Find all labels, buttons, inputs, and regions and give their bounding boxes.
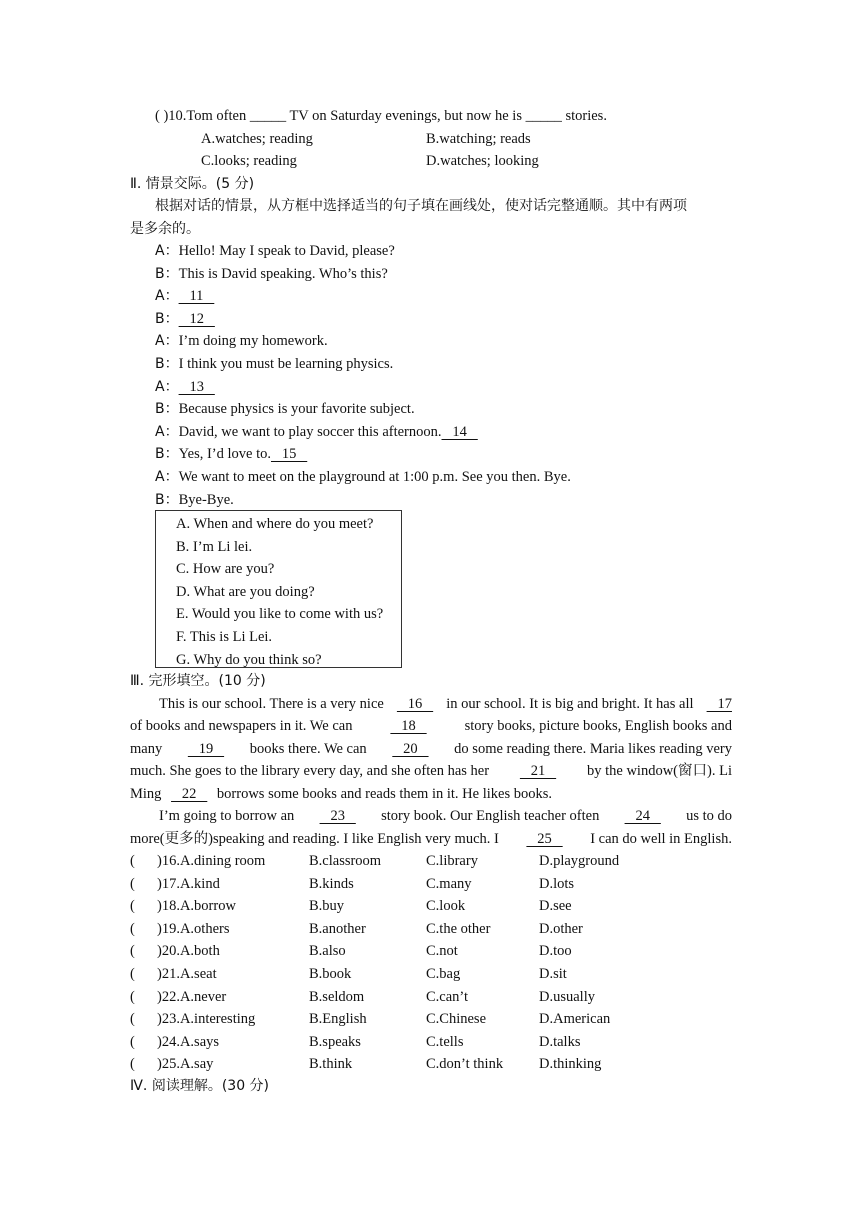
dialogue-line [155,310,215,328]
dialogue-text: Because physics is your favorite subject. [178,401,415,418]
speaker-label: B： [155,356,179,372]
speaker-label: A： [155,423,179,440]
speaker-label: A： [155,333,179,350]
choice-c: C.many [426,875,472,892]
choice-d: D.lots [539,875,575,892]
cloze-text: many [130,741,163,757]
option-item: D. What are you doing? [176,583,315,600]
cloze-text: borrows some books and reads them in it. He likes books. [216,786,552,802]
choice-b: B.English [309,1011,367,1028]
dialogue-line [155,287,214,305]
dialogue-line [155,400,415,418]
blank-17: 17 [706,696,732,712]
section-3-heading: Ⅲ. 完形填空。(10 分) [130,673,266,689]
dialogue-text: I’m doing my homework. [178,333,328,350]
choice-d: D.usually [539,988,595,1005]
cloze-text: much. She goes to the library every day, and she often has her [130,763,490,779]
option-item: G. Why do you think so? [176,651,322,668]
cloze-line-7 [130,830,732,848]
cloze-text: story book. Our English teacher often [381,808,600,824]
choice-d: D.thinking [539,1056,602,1073]
blank-24: 24 [624,808,661,824]
cloze-text: books there. We can [249,741,367,757]
cloze-line-1 [159,695,732,713]
choice-c: C.bag [426,966,461,982]
choice-c: C.Chinese [426,1011,487,1028]
dialogue-line [155,242,395,260]
option-b: B.watching; reads [426,131,531,147]
dialogue-blank: 11 [178,288,215,305]
choice-a: )20.A.both [157,943,220,960]
speaker-label: B： [155,310,179,327]
cloze-text: do some reading there. Maria likes reading very [454,741,732,757]
choice-d: D.too [539,943,572,960]
choice-d: D.playground [539,853,620,869]
choice-b: B.seldom [309,988,365,1005]
choice-b: B.book [309,966,352,982]
section-2-heading: Ⅱ. 情景交际。(5 分) [130,176,255,192]
cloze-line-4 [130,762,732,780]
cloze-text: This is our school. There is a very nice [159,696,384,712]
dialogue-text: I think you must be learning physics. [178,356,394,372]
choice-d: D.see [539,898,572,915]
answer-paren: ( [130,1011,135,1028]
choice-b: B.kinds [309,875,354,892]
blank-16: 16 [396,696,434,712]
answer-paren: ( [130,853,135,869]
choice-b: B.classroom [309,853,382,869]
speaker-label: A： [155,288,179,305]
option-item: C. How are you? [176,561,275,578]
choice-d: D.American [539,1011,611,1028]
dialogue-text: We want to meet on the playground at 1:00 p.m. See you then. Bye. [178,469,571,485]
section-2-instructions: 根据对话的情景，从方框中选择适当的句子填在画线处，使对话完整通顺。其中有两项 [155,198,687,214]
dialogue-blank: 13 [178,378,215,395]
answer-paren: ( [130,966,135,982]
choice-c: C.not [426,943,458,960]
choice-b: B.think [309,1056,353,1073]
blank-20: 20 [392,741,429,757]
choice-a: )16.A.dining room [157,853,266,869]
option-c: C.looks; reading [201,153,297,169]
speaker-label: B： [155,491,179,508]
dialogue-text: This is David speaking. Who’s this? [178,265,388,282]
cloze-text: story books, picture books, English books and [464,718,732,734]
answer-paren: ( ) [155,108,169,124]
speaker-label: B： [155,265,179,282]
question-10 [155,107,607,125]
choice-a: )21.A.seat [157,966,217,982]
dialogue-text: David, we want to play soccer this afternoon. [178,423,442,440]
cloze-text: us to do [686,808,732,824]
choice-d: D.other [539,920,583,937]
dialogue-line [155,423,478,441]
answer-paren: ( [130,898,135,915]
choice-a: )19.A.others [157,920,230,937]
section-2-instructions-cont: 是多余的。 [130,221,200,237]
option-item: E. Would you like to come with us? [176,606,384,623]
speaker-label: B： [155,446,179,463]
answer-paren: ( [130,1033,135,1050]
dialogue-text: Yes, I’d love to. [178,446,271,463]
option-d: D.watches; looking [426,153,539,169]
cloze-text: more(更多的)speaking and reading. I like English very much. I [130,831,499,847]
cloze-line-6 [159,807,732,825]
choice-c: C.the other [426,920,491,937]
choice-d: D.talks [539,1033,581,1050]
dialogue-line [155,445,307,463]
speaker-label: A： [155,378,179,395]
choice-c: C.don’t think [426,1056,504,1073]
option-item: A. When and where do you meet? [176,516,374,532]
answer-paren: ( [130,875,135,892]
choice-a: )18.A.borrow [157,898,236,915]
answer-paren: ( [130,1056,135,1073]
speaker-label: A： [155,243,179,259]
choice-d: D.sit [539,966,567,982]
cloze-text: of books and newspapers in it. We can [130,718,353,734]
answer-paren: ( [130,943,135,960]
speaker-label: A： [155,469,179,485]
blank-19: 19 [187,741,225,757]
blank-21: 21 [519,763,557,779]
cloze-text: by the window(窗口). Li [587,763,732,779]
choice-b: B.speaks [309,1033,361,1050]
dialogue-line [155,265,388,283]
cloze-line-3 [130,740,732,758]
choice-a: )17.A.kind [157,875,220,892]
choice-c: C.look [426,898,466,915]
dialogue-text: Bye-Bye. [178,491,234,508]
blank-25: 25 [526,831,563,847]
blank-22: 22 [171,786,208,802]
option-item: B. I’m Li lei. [176,538,253,555]
choice-a: )24.A.says [157,1033,220,1050]
dialogue-line [155,332,328,350]
choice-b: B.another [309,920,366,937]
dialogue-blank: 14 [441,423,478,440]
dialogue-text: Hello! May I speak to David, please? [178,243,395,259]
blank-18: 18 [390,718,427,734]
speaker-label: B： [155,401,179,418]
cloze-line-5 [130,785,552,803]
dialogue-blank: 12 [178,310,215,327]
choice-c: C.tells [426,1033,464,1050]
choice-b: B.buy [309,898,345,915]
dialogue-blank: 15 [270,446,308,463]
cloze-text: I can do well in English. [590,831,732,847]
dialogue-line [155,491,234,509]
choice-a: )25.A.say [157,1056,214,1073]
blank-23: 23 [319,808,356,824]
choice-a: )22.A.never [157,988,227,1005]
choice-c: C.can’t [426,988,469,1005]
answer-paren: ( [130,920,135,937]
section-4-heading: Ⅳ. 阅读理解。(30 分) [130,1078,270,1094]
cloze-text: Ming [130,786,162,802]
options-box [155,510,402,668]
dialogue-line [155,355,393,373]
question-stem: 10.Tom often _____ TV on Saturday evenings, but now he is _____ stories. [168,108,607,124]
answer-paren: ( [130,988,135,1005]
choice-a: )23.A.interesting [157,1011,256,1028]
choice-c: C.library [426,853,478,869]
cloze-text: in our school. It is big and bright. It has all [446,696,694,712]
option-item: F. This is Li Lei. [176,629,273,645]
cloze-text: I’m going to borrow an [159,808,295,824]
dialogue-line [155,468,571,486]
option-a: A.watches; reading [201,131,313,147]
dialogue-line [155,378,215,396]
cloze-line-2 [130,717,732,735]
choice-b: B.also [309,943,346,960]
